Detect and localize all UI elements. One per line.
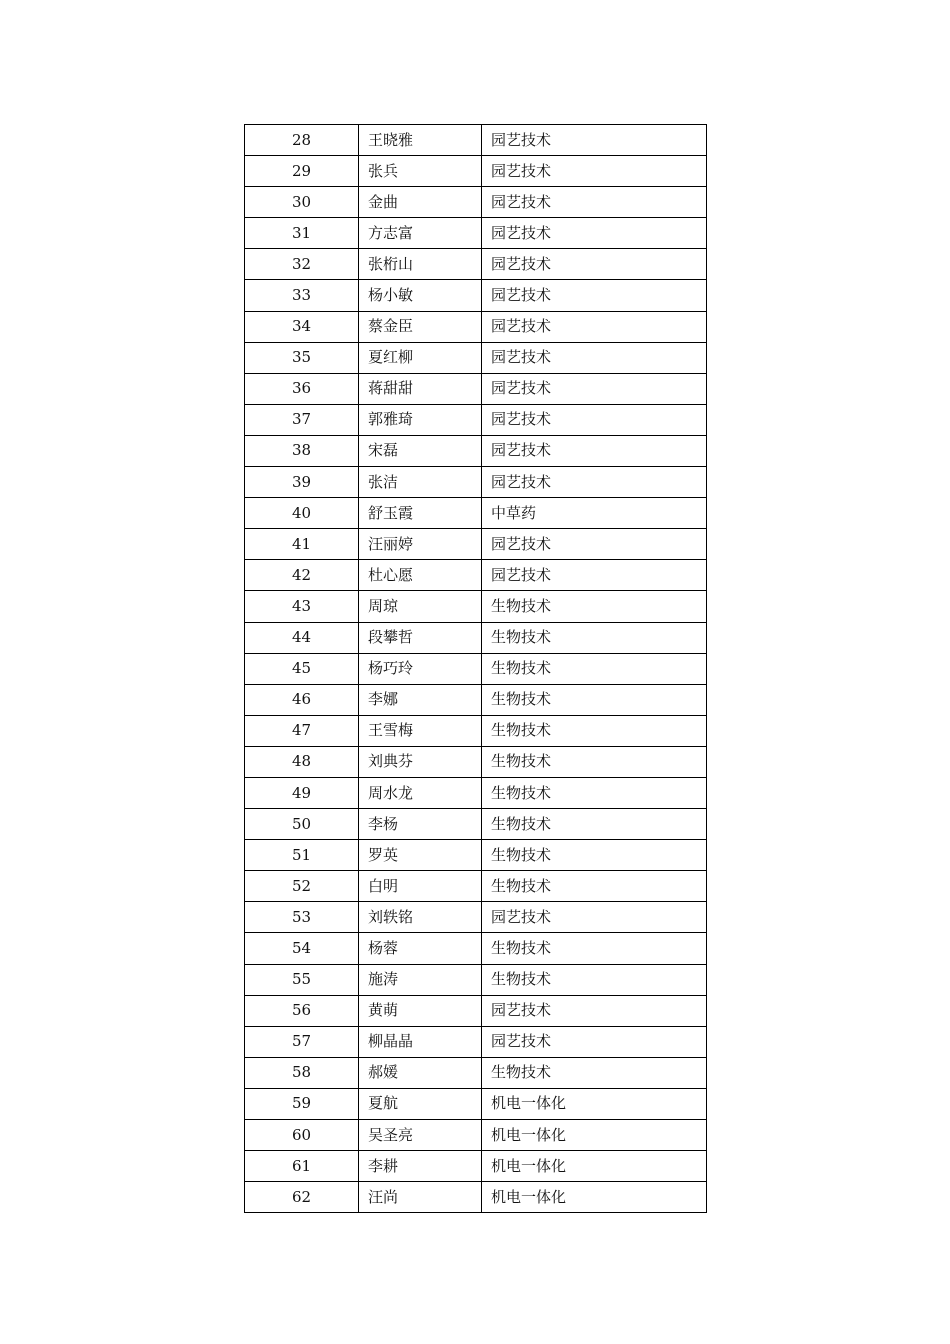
major-cell: 中草药 [482,498,707,529]
row-number-cell: 43 [245,591,359,622]
row-number-cell: 30 [245,187,359,218]
row-number-cell: 35 [245,342,359,373]
major-cell: 园艺技术 [482,1026,707,1057]
major-cell: 园艺技术 [482,125,707,156]
table-row [245,684,707,715]
row-number-cell: 34 [245,311,359,342]
table-row [245,342,707,373]
table-row [245,746,707,777]
row-number-cell: 53 [245,902,359,933]
major-cell: 园艺技术 [482,156,707,187]
table-row [245,871,707,902]
table-row [245,1088,707,1119]
table-row [245,498,707,529]
major-cell: 机电一体化 [482,1182,707,1213]
table-row [245,218,707,249]
table-row [245,311,707,342]
student-name-cell: 蔡金臣 [359,311,482,342]
row-number-cell: 62 [245,1182,359,1213]
student-name-cell: 白明 [359,871,482,902]
student-name-cell: 刘轶铭 [359,902,482,933]
table-row [245,622,707,653]
major-cell: 园艺技术 [482,311,707,342]
student-name-cell: 夏航 [359,1088,482,1119]
table-row [245,156,707,187]
table-row [245,1057,707,1088]
student-name-cell: 郭雅琦 [359,404,482,435]
major-cell: 园艺技术 [482,560,707,591]
row-number-cell: 33 [245,280,359,311]
table-row [245,404,707,435]
major-cell: 园艺技术 [482,187,707,218]
row-number-cell: 41 [245,529,359,560]
row-number-cell: 44 [245,622,359,653]
row-number-cell: 52 [245,871,359,902]
student-name-cell: 张洁 [359,467,482,498]
major-cell: 园艺技术 [482,218,707,249]
student-name-cell: 杨小敏 [359,280,482,311]
row-number-cell: 56 [245,995,359,1026]
major-cell: 园艺技术 [482,249,707,280]
student-name-cell: 汪丽婷 [359,529,482,560]
roster-table-body [245,125,707,1213]
student-name-cell: 施涛 [359,964,482,995]
student-name-cell: 李杨 [359,809,482,840]
row-number-cell: 36 [245,373,359,404]
student-name-cell: 宋磊 [359,435,482,466]
major-cell: 园艺技术 [482,995,707,1026]
major-cell: 生物技术 [482,1057,707,1088]
table-row [245,373,707,404]
row-number-cell: 40 [245,498,359,529]
table-row [245,249,707,280]
table-row [245,902,707,933]
row-number-cell: 39 [245,467,359,498]
table-row [245,280,707,311]
table-row [245,809,707,840]
table-row [245,591,707,622]
major-cell: 生物技术 [482,746,707,777]
major-cell: 园艺技术 [482,280,707,311]
student-roster-table [244,124,707,1213]
table-row [245,467,707,498]
student-name-cell: 张桁山 [359,249,482,280]
major-cell: 园艺技术 [482,902,707,933]
row-number-cell: 60 [245,1120,359,1151]
major-cell: 生物技术 [482,777,707,808]
major-cell: 生物技术 [482,964,707,995]
row-number-cell: 51 [245,840,359,871]
student-name-cell: 黄萌 [359,995,482,1026]
row-number-cell: 46 [245,684,359,715]
row-number-cell: 48 [245,746,359,777]
row-number-cell: 29 [245,156,359,187]
table-row [245,840,707,871]
major-cell: 园艺技术 [482,467,707,498]
student-name-cell: 杨巧玲 [359,653,482,684]
row-number-cell: 45 [245,653,359,684]
major-cell: 生物技术 [482,809,707,840]
row-number-cell: 57 [245,1026,359,1057]
major-cell: 生物技术 [482,653,707,684]
table-row [245,715,707,746]
student-name-cell: 郝媛 [359,1057,482,1088]
major-cell: 机电一体化 [482,1151,707,1182]
student-name-cell: 柳晶晶 [359,1026,482,1057]
student-name-cell: 夏红柳 [359,342,482,373]
student-name-cell: 蒋甜甜 [359,373,482,404]
table-row [245,1182,707,1213]
table-row [245,995,707,1026]
table-row [245,777,707,808]
table-row [245,964,707,995]
table-row [245,1026,707,1057]
student-name-cell: 王晓雅 [359,125,482,156]
major-cell: 生物技术 [482,715,707,746]
row-number-cell: 59 [245,1088,359,1119]
student-name-cell: 张兵 [359,156,482,187]
table-row [245,1120,707,1151]
student-name-cell: 杜心愿 [359,560,482,591]
major-cell: 生物技术 [482,591,707,622]
student-name-cell: 王雪梅 [359,715,482,746]
major-cell: 生物技术 [482,840,707,871]
row-number-cell: 49 [245,777,359,808]
major-cell: 园艺技术 [482,435,707,466]
table-row [245,435,707,466]
student-name-cell: 金曲 [359,187,482,218]
major-cell: 生物技术 [482,871,707,902]
row-number-cell: 37 [245,404,359,435]
table-row [245,560,707,591]
student-name-cell: 周琼 [359,591,482,622]
student-name-cell: 杨蓉 [359,933,482,964]
row-number-cell: 47 [245,715,359,746]
row-number-cell: 38 [245,435,359,466]
student-name-cell: 段攀哲 [359,622,482,653]
student-name-cell: 李耕 [359,1151,482,1182]
major-cell: 机电一体化 [482,1120,707,1151]
table-row [245,529,707,560]
major-cell: 园艺技术 [482,373,707,404]
major-cell: 园艺技术 [482,529,707,560]
student-name-cell: 刘典芬 [359,746,482,777]
major-cell: 园艺技术 [482,404,707,435]
row-number-cell: 31 [245,218,359,249]
table-row [245,1151,707,1182]
table-row [245,933,707,964]
row-number-cell: 32 [245,249,359,280]
table-row [245,187,707,218]
row-number-cell: 42 [245,560,359,591]
student-name-cell: 罗英 [359,840,482,871]
major-cell: 机电一体化 [482,1088,707,1119]
student-name-cell: 李娜 [359,684,482,715]
row-number-cell: 55 [245,964,359,995]
row-number-cell: 50 [245,809,359,840]
row-number-cell: 58 [245,1057,359,1088]
student-name-cell: 汪尚 [359,1182,482,1213]
row-number-cell: 61 [245,1151,359,1182]
major-cell: 园艺技术 [482,342,707,373]
table-row [245,125,707,156]
major-cell: 生物技术 [482,933,707,964]
major-cell: 生物技术 [482,622,707,653]
table-row [245,653,707,684]
row-number-cell: 54 [245,933,359,964]
row-number-cell: 28 [245,125,359,156]
student-name-cell: 舒玉霞 [359,498,482,529]
student-name-cell: 吴圣亮 [359,1120,482,1151]
student-name-cell: 周水龙 [359,777,482,808]
student-name-cell: 方志富 [359,218,482,249]
major-cell: 生物技术 [482,684,707,715]
